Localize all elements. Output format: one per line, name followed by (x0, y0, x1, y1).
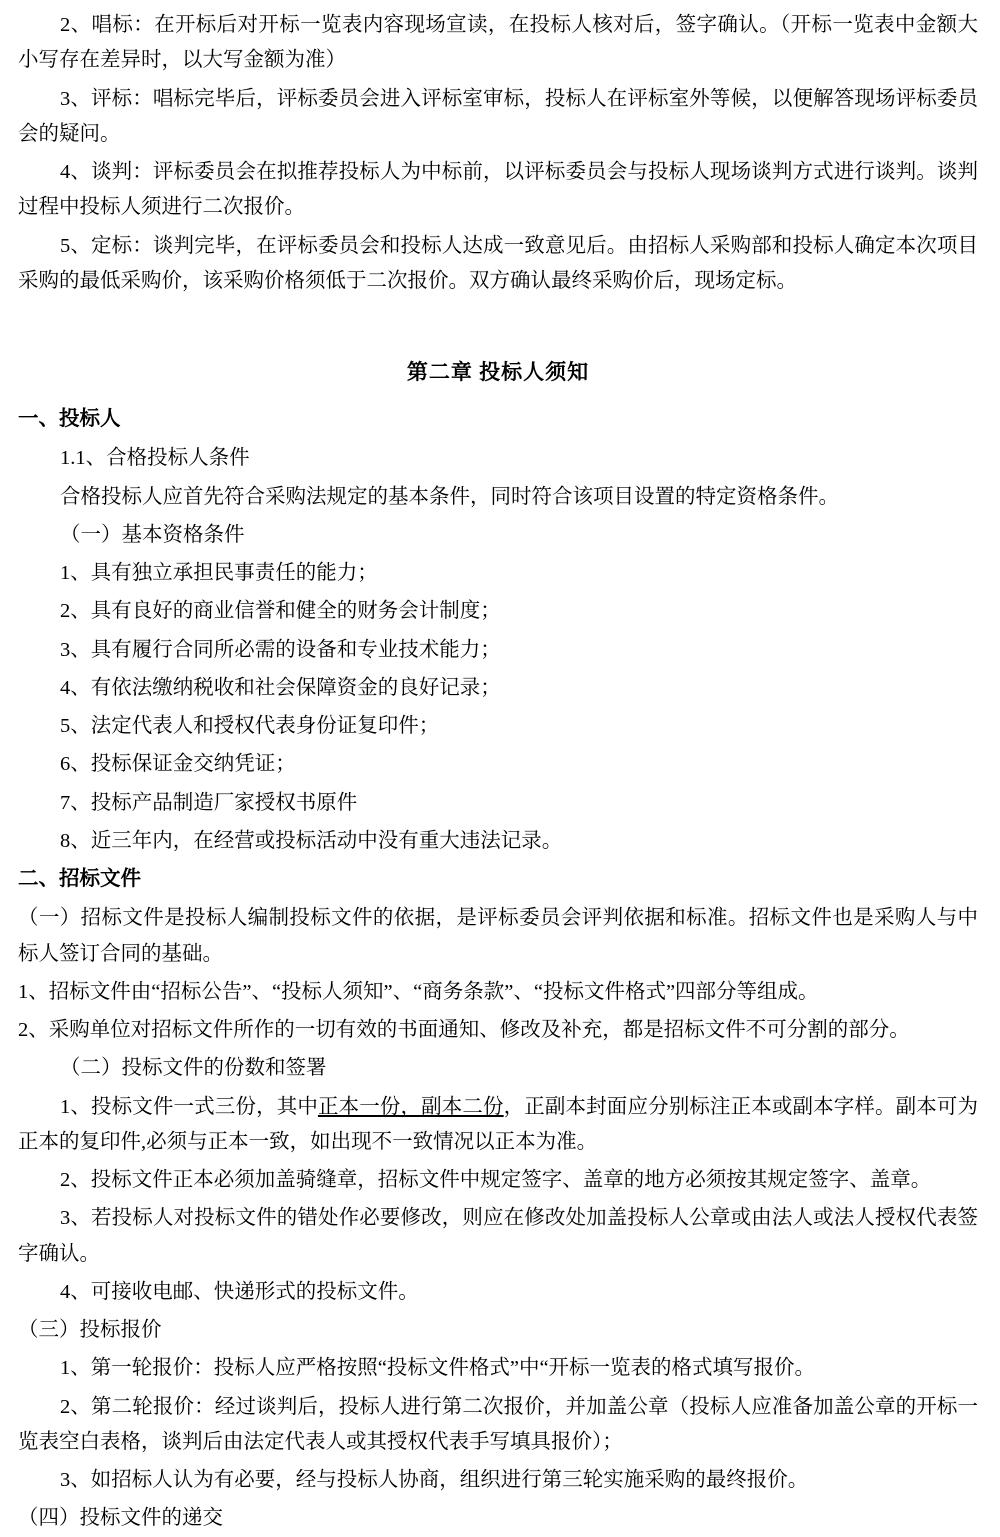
list-item-pricing-3: 3、如招标人认为有必要，经与投标人协商，组织进行第三轮实施采购的最终报价。 (60, 1469, 809, 1492)
group-title-bid-submission: （四）投标文件的递交 (18, 1507, 223, 1530)
spacer-before-chapter (18, 302, 978, 354)
copies-1-underlined: 正本一份，副本二份 (317, 1095, 504, 1118)
document-body (18, 8, 978, 1537)
list-item-qualification-2: 2、具有良好的商业信誉和健全的财务会计制度； (60, 600, 501, 623)
section-heading-bidder: 一、投标人 (18, 408, 121, 431)
group-title-bid-pricing: （三）投标报价 (18, 1319, 162, 1342)
list-item-pricing-1: 1、第一轮报价：投标人应严格按照“投标文件格式”中“开标一览表的格式填写报价。 (60, 1357, 816, 1380)
list-item-pricing-2: 2、第二轮报价：经过谈判后，投标人进行第二次报价，并加盖公章（投标人应准备加盖公章的开标一览表空白表格，谈判后由法定代表人或其授权代表手写填具报价）； (18, 1395, 978, 1453)
paragraph-auction-read: 2、唱标：在开标后对开标一览表内容现场宣读，在投标人核对后，签字确认。（开标一览表中金额大小写存在差异时，以大写金额为准） (18, 14, 978, 72)
list-item-copies-4: 4、可接收电邮、快递形式的投标文件。 (60, 1280, 419, 1303)
list-item-qualification-4: 4、有依法缴纳税收和社会保障资金的良好记录； (60, 676, 501, 699)
copies-1-prefix: 1、投标文件一式三份，其中 (60, 1095, 318, 1118)
list-item-qualification-5: 5、法定代表人和授权代表身份证复印件； (60, 715, 440, 738)
list-item-qualification-3: 3、具有履行合同所必需的设备和专业技术能力； (60, 638, 501, 661)
paragraph-tender-amendments: 2、采购单位对招标文件所作的一切有效的书面通知、修改及补充，都是招标文件不可分割的部分。 (18, 1019, 910, 1042)
subheading-qualified-bidder: 1.1、合格投标人条件 (60, 447, 250, 470)
paragraph-tender-composition: 1、招标文件由“招标公告”、“投标人须知”、“商务条款”、“投标文件格式”四部分等组成。 (18, 980, 819, 1003)
list-item-copies-3: 3、若投标人对投标文件的错处作必要修改，则应在修改处加盖投标人公章或由法人或法人授权代表签字确认。 (18, 1207, 978, 1265)
paragraph-tender-basis: （一）招标文件是投标人编制投标文件的依据，是评标委员会评判依据和标准。招标文件也是采购人与中标人签订合同的基础。 (18, 907, 978, 965)
list-item-copies-2: 2、投标文件正本必须加盖骑缝章，招标文件中规定签字、盖章的地方必须按其规定签字、盖章。 (60, 1169, 932, 1192)
list-item-qualification-1: 1、具有独立承担民事责任的能力； (60, 562, 378, 585)
paragraph-negotiation: 4、谈判：评标委员会在拟推荐投标人为中标前，以评标委员会与投标人现场谈判方式进行谈判。谈判过程中投标人须进行二次报价。 (18, 161, 978, 219)
spacer-after-chapter (18, 390, 978, 402)
group-title-copies-and-signature: （二）投标文件的份数和签署 (60, 1057, 327, 1080)
paragraph-award: 5、定标：谈判完毕，在评标委员会和投标人达成一致意见后。由招标人采购部和投标人确定本次项目采购的最低采购价，该采购价格须低于二次报价。双方确认最终采购价后，现场定标。 (18, 234, 978, 292)
list-item-copies-1 (18, 1090, 978, 1161)
list-item-qualification-8: 8、近三年内，在经营或投标活动中没有重大违法记录。 (60, 829, 563, 852)
list-item-qualification-6: 6、投标保证金交纳凭证； (60, 753, 296, 776)
paragraph-qualified-lead: 合格投标人应首先符合采购法规定的基本条件，同时符合该项目设置的特定资格条件。 (60, 485, 840, 508)
group-title-basic-qualification: （一）基本资格条件 (60, 523, 245, 546)
chapter-title: 第二章 投标人须知 (406, 360, 590, 384)
list-item-qualification-7: 7、投标产品制造厂家授权书原件 (60, 791, 358, 814)
paragraph-evaluation: 3、评标：唱标完毕后，评标委员会进入评标室审标，投标人在评标室外等候，以便解答现场评标委员会的疑问。 (18, 87, 978, 145)
section-heading-tender-documents: 二、招标文件 (18, 868, 141, 891)
copies-1-suffix: ，正副本封面应分别标注正本或副本字样。副本可为正本的复印件,必须与正本一致，如出现不一致情况以正本为准。 (18, 1095, 979, 1153)
